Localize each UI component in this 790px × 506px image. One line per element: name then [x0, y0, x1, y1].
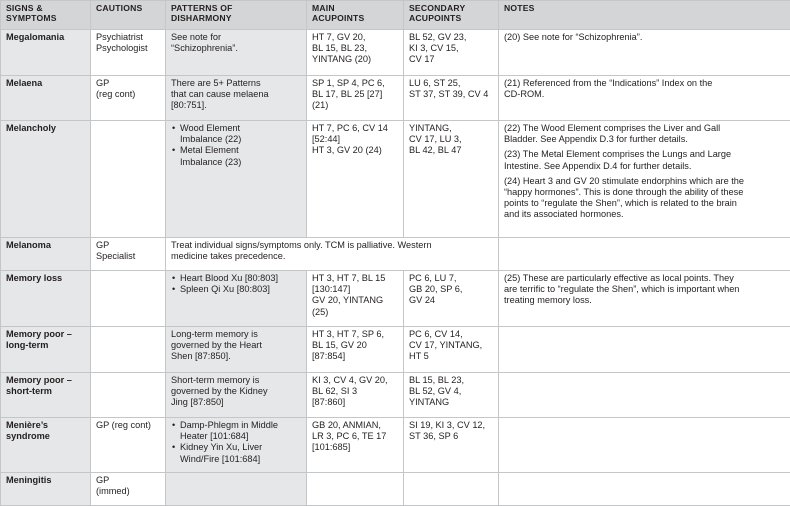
- cautions-cell: [91, 76, 166, 121]
- symptom-cell: [1, 238, 91, 271]
- notes-cell: [499, 76, 790, 121]
- pattern-list-item: [171, 145, 301, 167]
- note-text: (23) The Metal Element comprises the Lungs and Large: [504, 149, 785, 160]
- secondary-acupoint-text: CV 17, LU 3,: [409, 134, 493, 145]
- symptom-name: Menière’s: [6, 420, 85, 431]
- cautions-cell: [91, 327, 166, 373]
- cautions-cell: [91, 121, 166, 238]
- table-row: [1, 76, 790, 121]
- secondary-acupoint-text: ST 36, SP 6: [409, 431, 493, 442]
- main-acupoints-cell: [307, 418, 404, 473]
- secondary-acupoint-text: KI 3, CV 15,: [409, 43, 493, 54]
- main-acupoint-text: [87:860]: [312, 397, 398, 408]
- patterns-cell: [166, 473, 307, 506]
- pattern-text: • Kidney Yin Xu, Liver: [180, 442, 301, 453]
- symptom-cell: [1, 473, 91, 506]
- main-acupoints-cell: [307, 121, 404, 238]
- table-row: [1, 373, 790, 418]
- note-text: and its associated hormones.: [504, 209, 785, 220]
- notes-cell: [499, 238, 790, 271]
- pattern-text: • Heart Blood Xu [80:803]: [180, 273, 301, 284]
- symptom-name: syndrome: [6, 431, 85, 442]
- pattern-text: Long-term memory is: [171, 329, 301, 340]
- pattern-text: Shen [87:850].: [171, 351, 301, 362]
- main-acupoint-text: HT 3, GV 20 (24): [312, 145, 398, 156]
- patterns-cell: [166, 327, 307, 373]
- cautions-cell: [91, 373, 166, 418]
- note-paragraph: [504, 149, 785, 171]
- secondary-acupoint-text: HT 5: [409, 351, 493, 362]
- patterns-header: [166, 1, 307, 30]
- cautions-cell: [91, 30, 166, 76]
- symptom-cell: [1, 76, 91, 121]
- patterns-cell: [166, 271, 307, 327]
- note-text: (24) Heart 3 and GV 20 stimulate endorphins which are the: [504, 176, 785, 187]
- pattern-text: Heater [101:684]: [180, 431, 301, 442]
- signs-symptoms-header: [1, 1, 91, 30]
- header-text-line: SIGNS &: [6, 3, 85, 13]
- secondary-acupoints-cell: [404, 76, 499, 121]
- caution-text: (immed): [96, 486, 160, 497]
- header-text-line: DISHARMONY: [171, 13, 301, 23]
- pattern-text: • Wood Element: [180, 123, 301, 134]
- header-text-line: SECONDARY: [409, 3, 493, 13]
- main-acupoints-cell: [307, 373, 404, 418]
- pattern-text: Imbalance (22): [180, 134, 301, 145]
- symptom-name: Meningitis: [6, 475, 85, 486]
- secondary-acupoint-text: SI 19, KI 3, CV 12,: [409, 420, 493, 431]
- main-acupoints-cell: [307, 327, 404, 373]
- note-paragraph: [504, 273, 785, 307]
- main-acupoint-text: (21): [312, 100, 398, 111]
- pattern-text: [80:751].: [171, 100, 301, 111]
- note-text: points to “regulate the Shen”, which is related to the brain: [504, 198, 785, 209]
- main-acupoint-text: SP 1, SP 4, PC 6,: [312, 78, 398, 89]
- table-row: [1, 473, 790, 506]
- main-acupoint-text: HT 3, HT 7, BL 15: [312, 273, 398, 284]
- main-acupoint-text: HT 7, PC 6, CV 14: [312, 123, 398, 134]
- patterns-cell: [166, 373, 307, 418]
- main-acupoint-text: [101:685]: [312, 442, 398, 453]
- note-text: Intestine. See Appendix D.4 for further details.: [504, 161, 785, 172]
- secondary-acupoints-cell: [404, 121, 499, 238]
- caution-text: Psychologist: [96, 43, 160, 54]
- patterns-cell: [166, 30, 307, 76]
- header-text-line: ACUPOINTS: [409, 13, 493, 23]
- secondary-acupoint-text: YINTANG: [409, 397, 493, 408]
- pattern-text: Treat individual signs/symptoms only. TCM is palliative. Western: [171, 240, 493, 251]
- secondary-acupoint-text: BL 15, BL 23,: [409, 375, 493, 386]
- secondary-acupoints-cell: [404, 30, 499, 76]
- note-text: (21) Referenced from the “Indications” Index on the: [504, 78, 785, 89]
- notes-header: [499, 1, 790, 30]
- main-acupoints-header: [307, 1, 404, 30]
- secondary-acupoint-text: BL 42, BL 47: [409, 145, 493, 156]
- symptom-cell: [1, 271, 91, 327]
- symptom-name: Melancholy: [6, 123, 85, 134]
- note-paragraph: [504, 78, 785, 100]
- main-acupoint-text: BL 15, BL 23,: [312, 43, 398, 54]
- note-text: (22) The Wood Element comprises the Liver and Gall: [504, 123, 785, 134]
- patterns-cell: [166, 238, 499, 271]
- pattern-text: • Damp-Phlegm in Middle: [180, 420, 301, 431]
- note-paragraph: [504, 32, 785, 43]
- main-acupoint-text: BL 15, GV 20: [312, 340, 398, 351]
- note-text: “happy hormones”. This is done through the ability of these: [504, 187, 785, 198]
- main-acupoint-text: [52:44]: [312, 134, 398, 145]
- secondary-acupoint-text: PC 6, CV 14,: [409, 329, 493, 340]
- note-text: are terrific to “regulate the Shen”, which is important when: [504, 284, 785, 295]
- notes-cell: [499, 271, 790, 327]
- notes-cell: [499, 473, 790, 506]
- pattern-text: • Spleen Qi Xu [80:803]: [180, 284, 301, 295]
- caution-text: Psychiatrist: [96, 32, 160, 43]
- secondary-acupoints-cell: [404, 418, 499, 473]
- secondary-acupoint-text: GB 20, SP 6,: [409, 284, 493, 295]
- symptom-name: long-term: [6, 340, 85, 351]
- caution-text: GP: [96, 475, 160, 486]
- secondary-acupoint-text: CV 17, YINTANG,: [409, 340, 493, 351]
- table-row: [1, 121, 790, 238]
- caution-text: Specialist: [96, 251, 160, 262]
- header-text-line: SYMPTOMS: [6, 13, 85, 23]
- note-text: Bladder. See Appendix D.3 for further details.: [504, 134, 785, 145]
- symptom-name: Memory poor –: [6, 375, 85, 386]
- pattern-text: governed by the Heart: [171, 340, 301, 351]
- note-text: (25) These are particularly effective as local points. They: [504, 273, 785, 284]
- header-text-line: PATTERNS OF: [171, 3, 301, 13]
- pattern-list-item: [171, 284, 301, 295]
- notes-cell: [499, 327, 790, 373]
- secondary-acupoints-cell: [404, 473, 499, 506]
- note-paragraph: [504, 123, 785, 145]
- notes-cell: [499, 418, 790, 473]
- pattern-text: • Metal Element: [180, 145, 301, 156]
- main-acupoint-text: GB 20, ANMIAN,: [312, 420, 398, 431]
- note-text: CD-ROM.: [504, 89, 785, 100]
- table-row: [1, 30, 790, 76]
- main-acupoint-text: YINTANG (20): [312, 54, 398, 65]
- patterns-cell: [166, 121, 307, 238]
- pattern-text: “Schizophrenia”.: [171, 43, 301, 54]
- table-row: [1, 271, 790, 327]
- table-row: [1, 418, 790, 473]
- secondary-acupoint-text: BL 52, GV 23,: [409, 32, 493, 43]
- secondary-acupoint-text: LU 6, ST 25,: [409, 78, 493, 89]
- header-text-line: NOTES: [504, 3, 785, 13]
- main-acupoints-cell: [307, 271, 404, 327]
- secondary-acupoint-text: YINTANG,: [409, 123, 493, 134]
- main-acupoint-text: HT 7, GV 20,: [312, 32, 398, 43]
- header-row: [1, 1, 790, 30]
- symptom-name: Memory loss: [6, 273, 85, 284]
- pattern-text: Short-term memory is: [171, 375, 301, 386]
- header-text-line: CAUTIONS: [96, 3, 160, 13]
- header-text-line: MAIN: [312, 3, 398, 13]
- notes-cell: [499, 373, 790, 418]
- pattern-list-item: [171, 273, 301, 284]
- main-acupoints-cell: [307, 30, 404, 76]
- main-acupoint-text: [87:854]: [312, 351, 398, 362]
- cautions-cell: [91, 473, 166, 506]
- notes-cell: [499, 121, 790, 238]
- symptom-cell: [1, 373, 91, 418]
- pattern-list-item: [171, 123, 301, 145]
- notes-cell: [499, 30, 790, 76]
- main-acupoints-cell: [307, 76, 404, 121]
- main-acupoint-text: BL 17, BL 25 [27]: [312, 89, 398, 100]
- pattern-text: medicine takes precedence.: [171, 251, 493, 262]
- caution-text: GP: [96, 240, 160, 251]
- secondary-acupoints-header: [404, 1, 499, 30]
- main-acupoint-text: KI 3, CV 4, GV 20,: [312, 375, 398, 386]
- symptom-name: short-term: [6, 386, 85, 397]
- cautions-cell: [91, 238, 166, 271]
- note-text: (20) See note for “Schizophrenia”.: [504, 32, 785, 43]
- secondary-acupoint-text: CV 17: [409, 54, 493, 65]
- main-acupoint-text: BL 62, SI 3: [312, 386, 398, 397]
- patterns-cell: [166, 76, 307, 121]
- symptom-name: Melanoma: [6, 240, 85, 251]
- patterns-cell: [166, 418, 307, 473]
- main-acupoint-text: HT 3, HT 7, SP 6,: [312, 329, 398, 340]
- pattern-list: [171, 420, 301, 465]
- pattern-text: See note for: [171, 32, 301, 43]
- pattern-list: [171, 273, 301, 295]
- pattern-text: Jing [87:850]: [171, 397, 301, 408]
- table-row: [1, 327, 790, 373]
- main-acupoint-text: LR 3, PC 6, TE 17: [312, 431, 398, 442]
- caution-text: GP: [96, 78, 160, 89]
- cautions-cell: [91, 271, 166, 327]
- pattern-text: that can cause melaena: [171, 89, 301, 100]
- main-acupoint-text: GV 20, YINTANG: [312, 295, 398, 306]
- symptom-name: Megalomania: [6, 32, 85, 43]
- symptom-cell: [1, 30, 91, 76]
- main-acupoint-text: [130:147]: [312, 284, 398, 295]
- pattern-text: Wind/Fire [101:684]: [180, 454, 301, 465]
- pattern-text: There are 5+ Patterns: [171, 78, 301, 89]
- secondary-acupoint-text: PC 6, LU 7,: [409, 273, 493, 284]
- pattern-list: [171, 123, 301, 168]
- pattern-text: governed by the Kidney: [171, 386, 301, 397]
- secondary-acupoint-text: GV 24: [409, 295, 493, 306]
- main-acupoints-cell: [307, 473, 404, 506]
- caution-text: GP (reg cont): [96, 420, 160, 431]
- symptom-cell: [1, 327, 91, 373]
- secondary-acupoint-text: BL 52, GV 4,: [409, 386, 493, 397]
- symptom-cell: [1, 121, 91, 238]
- pattern-list-item: [171, 442, 301, 464]
- secondary-acupoints-cell: [404, 327, 499, 373]
- pattern-text: Imbalance (23): [180, 157, 301, 168]
- caution-text: (reg cont): [96, 89, 160, 100]
- pattern-list-item: [171, 420, 301, 442]
- note-paragraph: [504, 176, 785, 221]
- header-text-line: ACUPOINTS: [312, 13, 398, 23]
- main-acupoint-text: (25): [312, 307, 398, 318]
- secondary-acupoints-cell: [404, 271, 499, 327]
- symptom-cell: [1, 418, 91, 473]
- cautions-cell: [91, 418, 166, 473]
- secondary-acupoint-text: ST 37, ST 39, CV 4: [409, 89, 493, 100]
- cautions-header: [91, 1, 166, 30]
- table-row: [1, 238, 790, 271]
- symptom-name: Melaena: [6, 78, 85, 89]
- symptom-name: Memory poor –: [6, 329, 85, 340]
- note-text: treating memory loss.: [504, 295, 785, 306]
- secondary-acupoints-cell: [404, 373, 499, 418]
